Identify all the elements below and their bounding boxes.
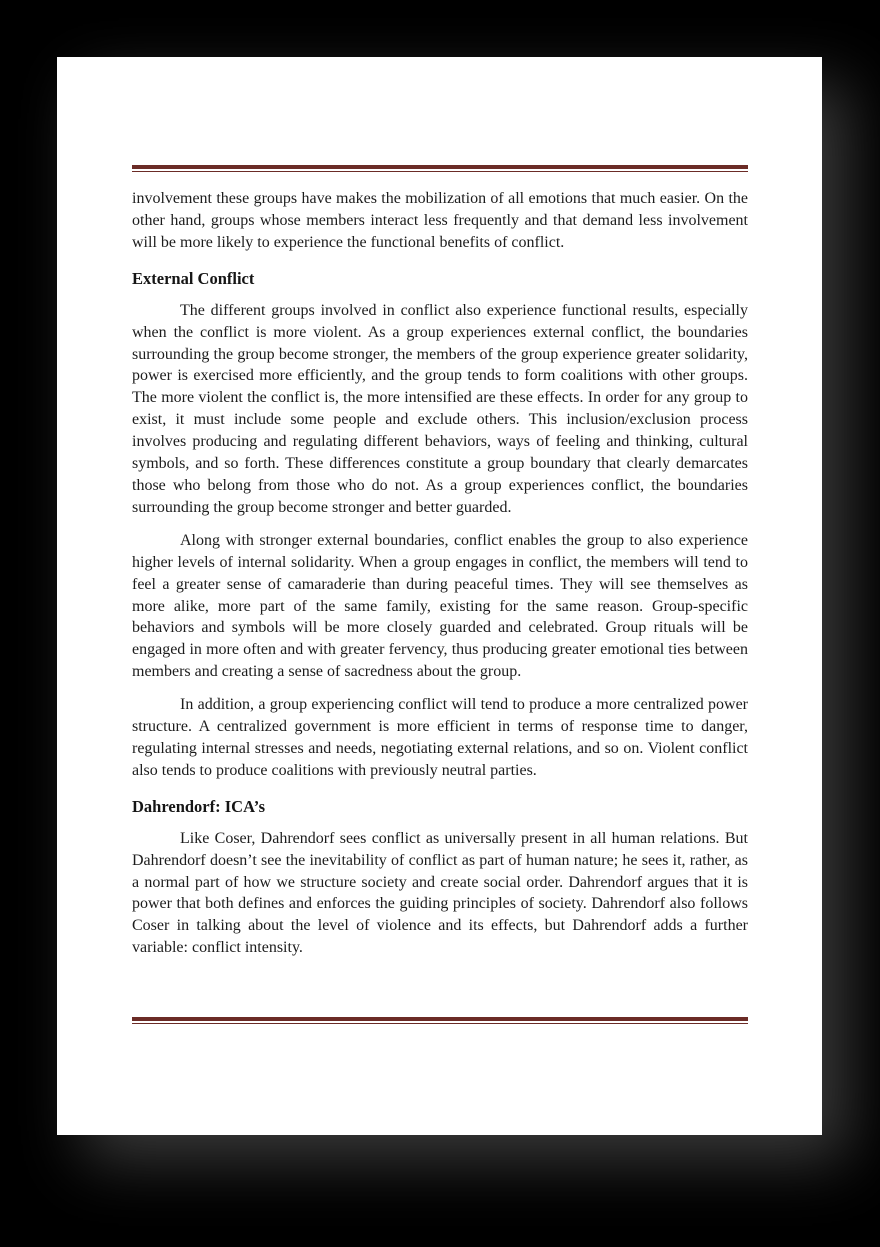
intro-paragraph: involvement these groups have makes the mobilization of all emotions that much easier. On the other hand, groups whose members interact less frequently and that demand less involvement will be more likely to experience the functional benefits of conflict.	[132, 190, 748, 251]
heading-external-conflict: External Conflict	[132, 268, 255, 288]
top-horizontal-rule	[132, 165, 748, 172]
bottom-horizontal-rule	[132, 1017, 748, 1024]
external-conflict-paragraph-2: Along with stronger external boundaries, conflict enables the group to also experience higher levels of internal solidarity. When a group engages in conflict, the members will tend to feel a greater sense of camaraderie than during peaceful times. They will see themselves as more alike, more part of the same family, existing for the same reason. Group-specific behaviors and symbols will be more closely guarded and celebrated. Group rituals will be engaged in more often and with greater fervency, thus producing greater emotional ties between members and creating a sense of sacredness about the group.	[132, 531, 748, 681]
external-conflict-paragraph-3: In addition, a group experiencing conflict will tend to produce a more centralized power structure. A centralized government is more efficient in terms of response time to danger, regulating internal stresses and needs, negotiating external relations, and so on. Violent conflict also tends to produce coalitions with previously neutral parties.	[132, 696, 748, 779]
document-page	[57, 57, 822, 1135]
external-conflict-paragraph-1: The different groups involved in conflict also experience functional results, especially when the conflict is more violent. As a group experiences external conflict, the boundaries surrounding the group become stronger, the members of the group experience greater solidarity, power is exercised more efficiently, and the group tends to form coalitions with other groups. The more violent the conflict is, the more intensified are these effects. In order for any group to exist, it must include some people and exclude others. This inclusion/exclusion process involves producing and regulating different behaviors, ways of feeling and thinking, cultural symbols, and so forth. These differences constitute a group boundary that clearly demarcates those who belong from those who do not. As a group experiences conflict, the boundaries surrounding the group become stronger and better guarded.	[132, 301, 748, 516]
page-content	[132, 165, 748, 970]
dahrendorf-paragraph-1: Like Coser, Dahrendorf sees conflict as universally present in all human relations. But Dahrendorf doesn’t see the inevitability of conflict as part of human nature; he sees it, rather, as a normal part of how we structure society and create social order. Dahrendorf argues that it is power that both defines and enforces the guiding principles of society. Dahrendorf also follows Coser in talking about the level of violence and its effects, but Dahrendorf adds a further variable: conflict intensity.	[132, 829, 748, 957]
heading-dahrendorf-icas: Dahrendorf: ICA’s	[132, 796, 266, 816]
